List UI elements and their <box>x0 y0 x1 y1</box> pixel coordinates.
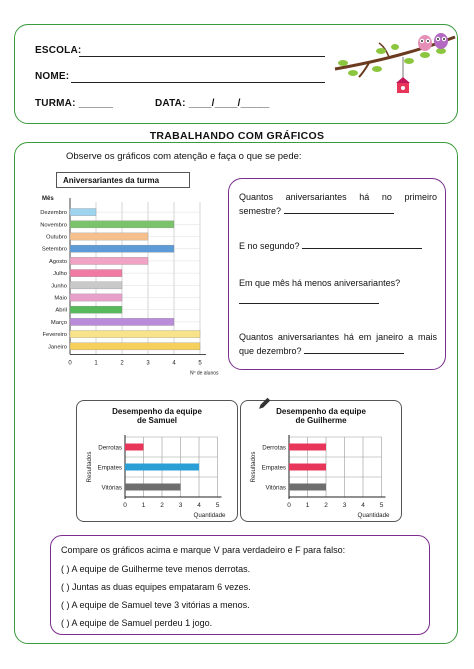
question-4 <box>239 331 437 358</box>
statement-item[interactable]: ( ) A equipe de Samuel teve 3 vitórias a menos. <box>61 600 250 610</box>
statement-item[interactable]: ( ) Juntas as duas equipes empataram 6 vezes. <box>61 582 251 592</box>
x-tick-label: 5 <box>379 502 384 509</box>
birthday-chart-title: Aniversariantes da turma <box>56 172 190 188</box>
x-tick-label: 0 <box>123 502 127 509</box>
category-label: Empates <box>97 464 122 472</box>
question-3-text: Em que mês há menos aniversariantes? <box>239 278 401 288</box>
statement-item[interactable]: ( ) A equipe de Samuel perdeu 1 jogo. <box>61 618 213 628</box>
question-1 <box>239 191 437 218</box>
category-label: Janeiro <box>47 344 67 351</box>
nome-label: NOME: <box>35 71 70 82</box>
answer-2-blank[interactable] <box>302 239 422 249</box>
category-label: Empates <box>261 464 286 472</box>
category-label: Março <box>50 319 67 326</box>
bar <box>70 257 148 264</box>
category-label: Novembro <box>40 222 67 229</box>
bar <box>70 294 122 301</box>
x-tick-label: 0 <box>287 502 291 509</box>
bar <box>289 464 326 471</box>
bar <box>70 245 174 252</box>
category-label: Setembro <box>41 246 67 253</box>
category-label: Abril <box>55 307 67 314</box>
x-axis-label: Quantidade <box>357 512 390 519</box>
category-label: Fevereiro <box>42 332 67 339</box>
answer-1-blank[interactable] <box>284 204 394 214</box>
question-2-text: E no segundo? <box>239 241 300 251</box>
samuel-chart-card <box>76 400 238 522</box>
question-1-text: Quantos aniversariantes há no primeiro semestre? <box>239 192 437 216</box>
section-title: TRABALHANDO COM GRÁFICOS <box>149 130 325 142</box>
y-axis-label: Resultados <box>250 451 257 483</box>
x-tick-label: 4 <box>197 502 201 509</box>
bar <box>70 233 148 240</box>
statements-box <box>50 535 430 635</box>
bar <box>70 306 122 313</box>
guilherme-chart-card <box>240 400 402 522</box>
birthday-chart <box>28 170 224 384</box>
x-tick-label: 1 <box>141 502 146 509</box>
x-tick-label: 5 <box>198 360 202 367</box>
x-tick-label: 2 <box>160 502 164 509</box>
question-3 <box>239 277 437 308</box>
header-box <box>14 24 458 124</box>
category-label: Derrotas <box>262 444 286 452</box>
bar <box>70 221 174 228</box>
category-label: Maio <box>54 295 67 302</box>
y-axis-label: Mês <box>42 196 54 202</box>
bar <box>70 209 96 216</box>
x-axis-label: Nº de alunos <box>190 370 219 377</box>
answer-4-blank[interactable] <box>304 344 404 354</box>
bar <box>70 343 200 350</box>
x-tick-label: 4 <box>172 360 176 367</box>
nome-field-line[interactable] <box>71 82 325 83</box>
owls-branch-illustration <box>329 29 457 99</box>
bar <box>289 484 326 491</box>
samuel-title-line2: de Samuel <box>136 416 177 425</box>
category-label: Vitórias <box>101 484 122 492</box>
category-label: Julho <box>53 271 67 278</box>
x-axis-label: Quantidade <box>193 512 226 519</box>
x-tick-label: 1 <box>305 502 310 509</box>
x-tick-label: 3 <box>146 360 150 367</box>
bar <box>125 484 181 491</box>
bar <box>70 282 122 289</box>
statements-intro: Compare os gráficos acima e marque V para verdadeiro e F para falso: <box>61 545 346 555</box>
category-label: Outubro <box>46 234 67 241</box>
x-tick-label: 2 <box>324 502 328 509</box>
x-tick-label: 5 <box>215 502 220 509</box>
turma-label: TURMA: ______ <box>35 98 114 109</box>
x-tick-label: 3 <box>178 502 183 509</box>
data-label: DATA: ____/____/_____ <box>155 98 270 109</box>
samuel-chart-svg <box>77 401 239 523</box>
category-label: Derrotas <box>98 444 122 452</box>
owl-icon <box>418 35 432 51</box>
category-label: Agosto <box>48 258 67 265</box>
category-label: Vitórias <box>265 484 286 492</box>
guilherme-chart-svg <box>241 401 403 523</box>
intro-text: Observe os gráficos com atenção e faça o que se pede: <box>66 151 302 162</box>
bar <box>70 270 122 277</box>
birthday-chart-svg <box>28 170 224 384</box>
category-label: Junho <box>51 283 67 290</box>
x-tick-label: 2 <box>120 360 124 367</box>
category-label: Dezembro <box>40 210 67 217</box>
escola-label: ESCOLA: <box>35 45 82 56</box>
x-tick-label: 1 <box>94 360 98 367</box>
guilherme-title-line2: de Guilherme <box>295 416 347 425</box>
guilherme-title-line1: Desempenho da equipe <box>276 407 366 416</box>
bar <box>125 444 144 451</box>
samuel-title-line1: Desempenho da equipe <box>112 407 202 416</box>
questions-box <box>228 178 446 370</box>
x-tick-label: 4 <box>361 502 365 509</box>
bar <box>70 318 174 325</box>
bar <box>289 444 326 451</box>
answer-3-blank[interactable] <box>239 294 379 304</box>
escola-field-line[interactable] <box>79 56 325 57</box>
statement-item[interactable]: ( ) A equipe de Guilherme teve menos derrotas. <box>61 564 251 574</box>
x-tick-label: 0 <box>68 360 72 367</box>
bar <box>125 464 199 471</box>
question-2 <box>239 239 437 253</box>
bar <box>70 331 200 338</box>
x-tick-label: 3 <box>342 502 347 509</box>
y-axis-label: Resultados <box>86 451 93 483</box>
question-4-text: Quantos aniversariantes há em janeiro a mais que dezembro? <box>239 332 437 356</box>
